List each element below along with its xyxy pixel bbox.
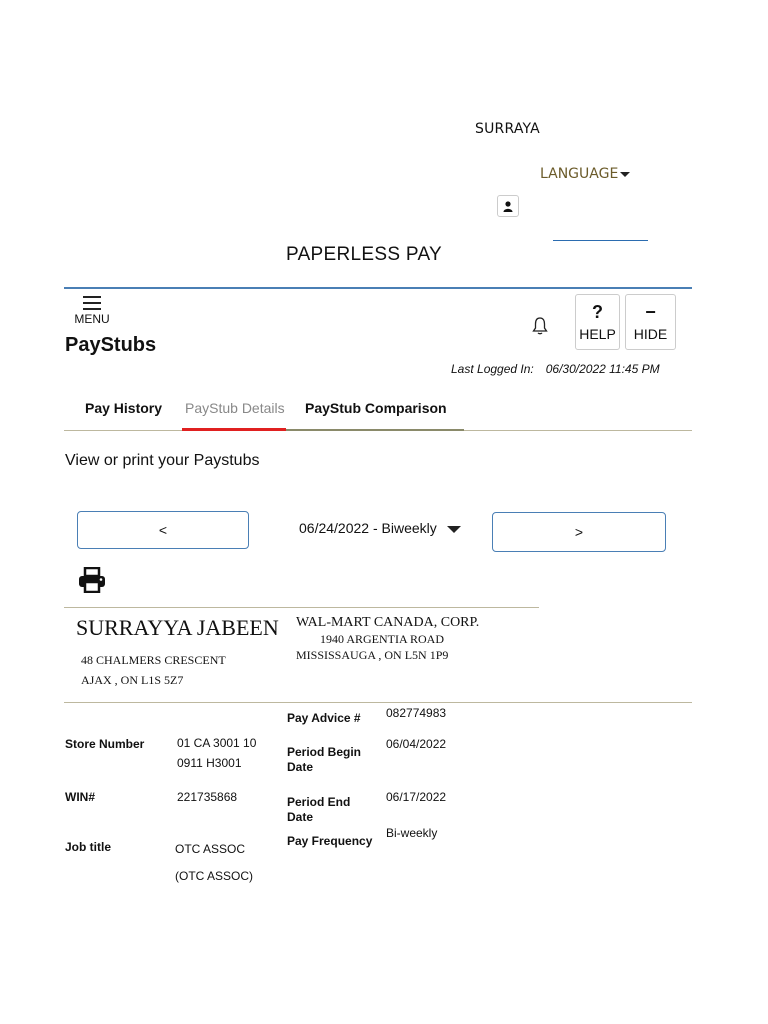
- page-title: PAPERLESS PAY: [286, 244, 442, 265]
- user-profile-button[interactable]: [497, 195, 519, 217]
- company-address-line2: MISSISSAUGA , ON L5N 1P9: [296, 648, 449, 662]
- job-title-line1: OTC ASSOC: [175, 842, 246, 856]
- print-button[interactable]: [78, 567, 106, 598]
- employee-address: [81, 650, 226, 690]
- minus-icon: −: [645, 302, 656, 322]
- job-title-line2: (OTC ASSOC): [175, 869, 254, 883]
- printer-icon: [78, 567, 106, 593]
- period-end-label-line1: Period End: [287, 795, 351, 809]
- bell-icon: [531, 316, 549, 336]
- store-number-label: Store Number: [65, 737, 145, 751]
- job-title-label: Job title: [65, 840, 112, 854]
- store-number-line2: 0911 H3001: [177, 756, 242, 770]
- employee-address-line2: AJAX , ON L1S 5Z7: [81, 673, 184, 687]
- company-address: [296, 631, 448, 663]
- store-number-value: [177, 733, 256, 773]
- win-label: WIN#: [65, 790, 95, 804]
- period-end-label: [287, 795, 350, 825]
- user-icon: [503, 201, 513, 212]
- menu-button[interactable]: [70, 296, 114, 326]
- employee-address-line1: 48 CHALMERS CRESCENT: [81, 653, 226, 667]
- company-address-line1: 1940 ARGENTIA ROAD: [320, 632, 445, 646]
- menu-label: MENU: [74, 312, 110, 326]
- pay-frequency-value: Bi-weekly: [386, 826, 438, 840]
- pay-advice-label: Pay Advice #: [287, 711, 361, 725]
- chevron-down-icon: [620, 172, 630, 177]
- pay-period-value: 06/24/2022 - Biweekly: [299, 520, 437, 536]
- chevron-down-icon: [447, 526, 461, 533]
- hide-label: HIDE: [633, 326, 668, 342]
- help-label: HELP: [579, 326, 616, 342]
- period-begin-label-line1: Period Begin: [287, 745, 362, 759]
- employee-name: SURRAYYA JABEEN: [76, 615, 279, 640]
- header-link-underline: [553, 240, 648, 241]
- company-name: WAL-MART CANADA, CORP.: [296, 615, 480, 630]
- pay-frequency-label: Pay Frequency: [287, 834, 373, 848]
- period-begin-label-line2: Date: [287, 760, 314, 774]
- page-subtitle: View or print your Paystubs: [65, 452, 260, 469]
- hamburger-icon: [83, 296, 101, 310]
- help-button[interactable]: [575, 294, 620, 350]
- pay-advice-value: 082774983: [386, 706, 447, 720]
- language-dropdown[interactable]: [540, 166, 630, 182]
- address-divider: [64, 607, 539, 608]
- tab-pay-history[interactable]: Pay History: [85, 400, 163, 416]
- tab-paystub-comparison[interactable]: PayStub Comparison: [305, 400, 447, 416]
- pay-period-select[interactable]: [299, 520, 461, 536]
- job-title-value: [175, 836, 253, 890]
- tab-paystub-details[interactable]: PayStub Details: [185, 400, 285, 416]
- details-divider: [64, 702, 692, 703]
- last-logged-value: 06/30/2022 11:45 PM: [545, 362, 660, 376]
- question-icon: ?: [592, 302, 603, 322]
- previous-paystub-button[interactable]: <: [77, 511, 249, 549]
- period-begin-label: [287, 745, 361, 775]
- next-paystub-button[interactable]: >: [492, 512, 666, 552]
- period-end-value: 06/17/2022: [386, 790, 447, 804]
- tabs-divider-accent: [286, 429, 464, 431]
- win-value: 221735868: [177, 790, 238, 804]
- store-number-line1: 01 CA 3001 10: [177, 736, 257, 750]
- header-divider: [64, 287, 692, 289]
- user-name: SURRAYA: [475, 121, 540, 137]
- last-logged-label: Last Logged In:: [451, 362, 534, 376]
- language-label: LANGUAGE: [540, 166, 619, 182]
- last-logged-in: [451, 362, 660, 376]
- period-end-label-line2: Date: [287, 810, 314, 824]
- period-begin-value: 06/04/2022: [386, 737, 447, 751]
- notifications-button[interactable]: [531, 316, 549, 341]
- section-title: PayStubs: [65, 334, 157, 356]
- hide-button[interactable]: [625, 294, 676, 350]
- active-tab-indicator: [182, 428, 286, 431]
